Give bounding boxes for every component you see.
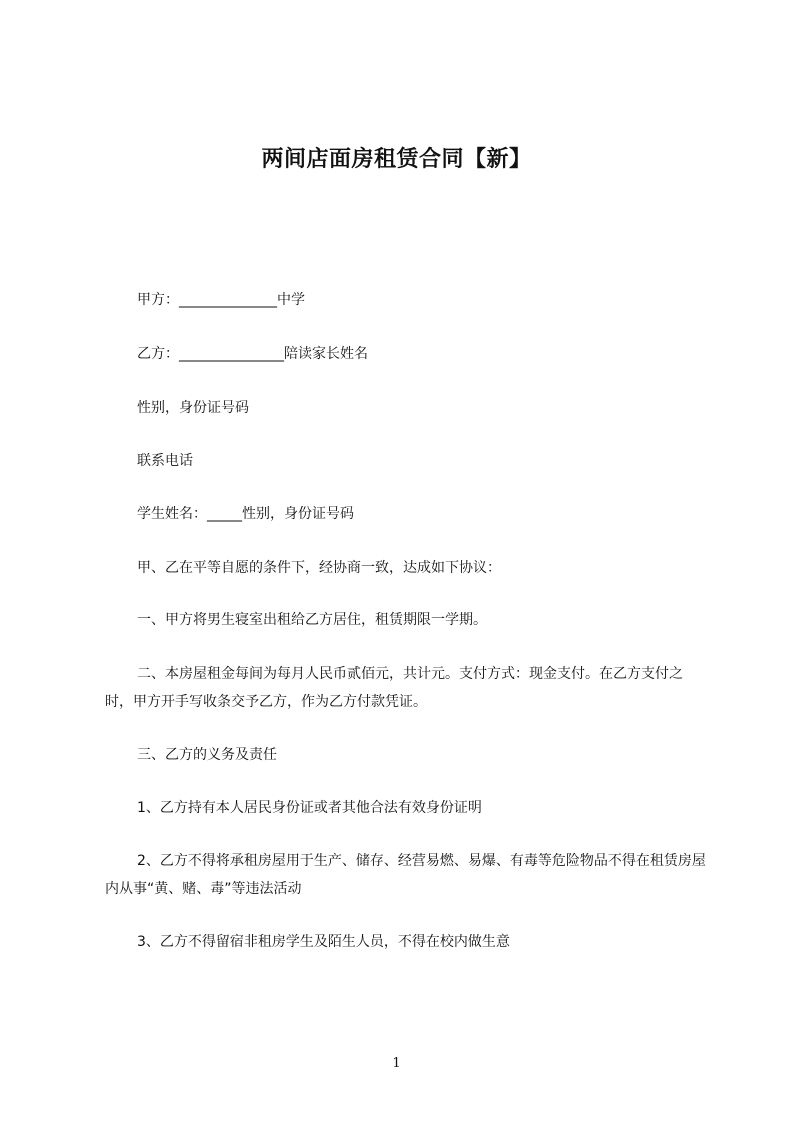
gender-id-line: 性别，身份证号码 bbox=[137, 400, 249, 416]
document-title: 两间店面房租赁合同【新】 bbox=[261, 147, 532, 172]
party-b-line: 乙方：_______________陪读家长姓名 bbox=[137, 346, 368, 362]
clause-3-item-2: 2、乙方不得将承租房屋用于生产、储存、经营易燃、易爆、有毒等危险物品不得在租赁房屋内从事“黄、赌、毒”等违法活动 bbox=[105, 853, 706, 897]
contact-phone-line: 联系电话 bbox=[137, 453, 193, 469]
clause-1: 一、甲方将男生寝室出租给乙方居住，租赁期限一学期。 bbox=[137, 612, 487, 628]
clause-2: 二、本房屋租金每间为每月人民币贰佰元，共计元。支付方式：现金支付。在乙方支付之时，甲方开手写收条交予乙方，作为乙方付款凭证。 bbox=[105, 666, 683, 710]
clause-3-item-1: 1、乙方持有本人居民身份证或者其他合法有效身份证明 bbox=[137, 800, 482, 816]
clause-3-heading: 三、乙方的义务及责任 bbox=[137, 747, 277, 763]
clause-3-item-3: 3、乙方不得留宿非租房学生及陌生人员，不得在校内做生意 bbox=[137, 934, 510, 950]
page-number: 1 bbox=[392, 1056, 401, 1071]
party-a-line: 甲方：______________中学 bbox=[137, 292, 305, 308]
agreement-intro: 甲、乙在平等自愿的条件下，经协商一致，达成如下协议： bbox=[137, 560, 501, 576]
student-name-line: 学生姓名：_____性别，身份证号码 bbox=[137, 506, 354, 522]
